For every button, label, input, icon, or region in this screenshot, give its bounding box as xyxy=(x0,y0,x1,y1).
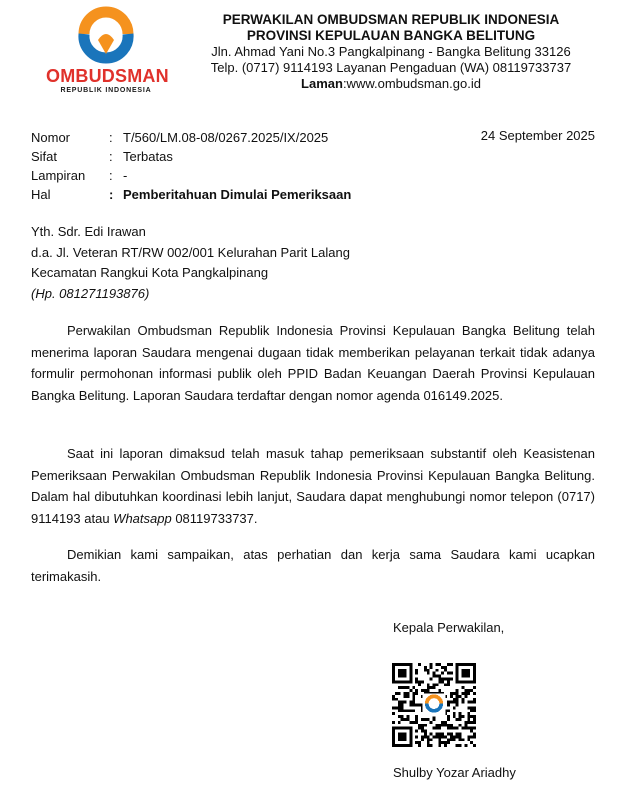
meta-colon: : xyxy=(109,168,113,183)
signature-title: Kepala Perwakilan, xyxy=(393,620,505,635)
qr-code-icon xyxy=(392,663,476,747)
meta-sifat-value: Terbatas xyxy=(123,149,173,164)
signature-qr-code xyxy=(392,663,476,747)
meta-lampiran-value: - xyxy=(123,168,128,183)
letterhead-institution: PERWAKILAN OMBUDSMAN REPUBLIK INDONESIA xyxy=(222,12,560,27)
meta-label: Lampiran xyxy=(31,168,86,183)
ombudsman-emblem-icon xyxy=(46,6,166,68)
recipient-block xyxy=(31,222,350,304)
recipient-address: d.a. Jl. Veteran RT/RW 002/001 Kelurahan Parit Lalang xyxy=(31,244,350,260)
meta-label: Hal xyxy=(31,187,51,202)
whatsapp-label: Whatsapp xyxy=(113,510,172,526)
meta-row-hal xyxy=(0,185,626,204)
letterhead-phone: Telp. (0717) 9114193 Layanan Pengaduan (WA) 08119733737 xyxy=(210,60,572,75)
letterhead-website xyxy=(175,76,607,92)
body-paragraph-2-text: Saat ini laporan dimaksud telah masuk tahap pemeriksaan substantif oleh Keasistenan Pemeriksaan Perwakilan Ombudsman Republik Indonesia Provinsi Kepulauan Bangka Belitung. Dalam hal dibutuhkan koordinasi lebih lanjut, Saudara dapat menghubungi nomor telepon (0717) 9114193 atau xyxy=(31,446,595,526)
website-url: :www.ombudsman.go.id xyxy=(342,76,481,91)
meta-row-sifat xyxy=(0,147,626,166)
logo-wordmark: OMBUDSMAN xyxy=(46,66,169,86)
meta-colon: : xyxy=(109,187,114,202)
body-paragraph-2-number: 08119733737. xyxy=(171,510,258,526)
recipient-name: Yth. Sdr. Edi Irawan xyxy=(31,224,146,239)
meta-hal-value: Pemberitahuan Dimulai Pemeriksaan xyxy=(123,187,352,202)
body-paragraph-3: Demikian kami sampaikan, atas perhatian dan kerja sama Saudara kami ucapkan terimakasih. xyxy=(31,547,595,584)
letterhead-address: Jln. Ahmad Yani No.3 Pangkalpinang - Bangka Belitung 33126 xyxy=(211,44,571,59)
meta-label: Nomor xyxy=(31,130,71,145)
letterhead-province: PROVINSI KEPULAUAN BANGKA BELITUNG xyxy=(246,28,536,43)
meta-row-lampiran xyxy=(0,166,626,185)
recipient-phone: (Hp. 081271193876) xyxy=(31,285,150,301)
meta-nomor-value: T/560/LM.08-08/0267.2025/IX/2025 xyxy=(123,130,329,145)
letter-date: 24 September 2025 xyxy=(480,128,595,143)
meta-colon: : xyxy=(109,130,113,145)
logo-tagline: REPUBLIK INDONESIA xyxy=(60,87,152,94)
meta-colon: : xyxy=(109,149,113,164)
recipient-district: Kecamatan Rangkui Kota Pangkalpinang xyxy=(31,265,269,280)
body-paragraph-1: Perwakilan Ombudsman Republik Indonesia Provinsi Kepulauan Bangka Belitung telah menerima laporan Saudara mengenai dugaan tidak memberikan pelayanan terkait tidak adanya formulir permohonan informasi publik oleh PPID Badan Keuangan Daerah Provinsi Kepulauan Bangka Belitung. Laporan Saudara terdaftar dengan nomor agenda 016149.2025. xyxy=(31,323,595,403)
signatory-name: Shulby Yozar Ariadhy xyxy=(393,765,516,780)
meta-label: Sifat xyxy=(31,149,58,164)
ombudsman-logo xyxy=(46,6,169,98)
body-paragraph-2 xyxy=(31,443,595,529)
letterhead xyxy=(175,12,607,92)
website-label: Laman xyxy=(301,76,343,91)
